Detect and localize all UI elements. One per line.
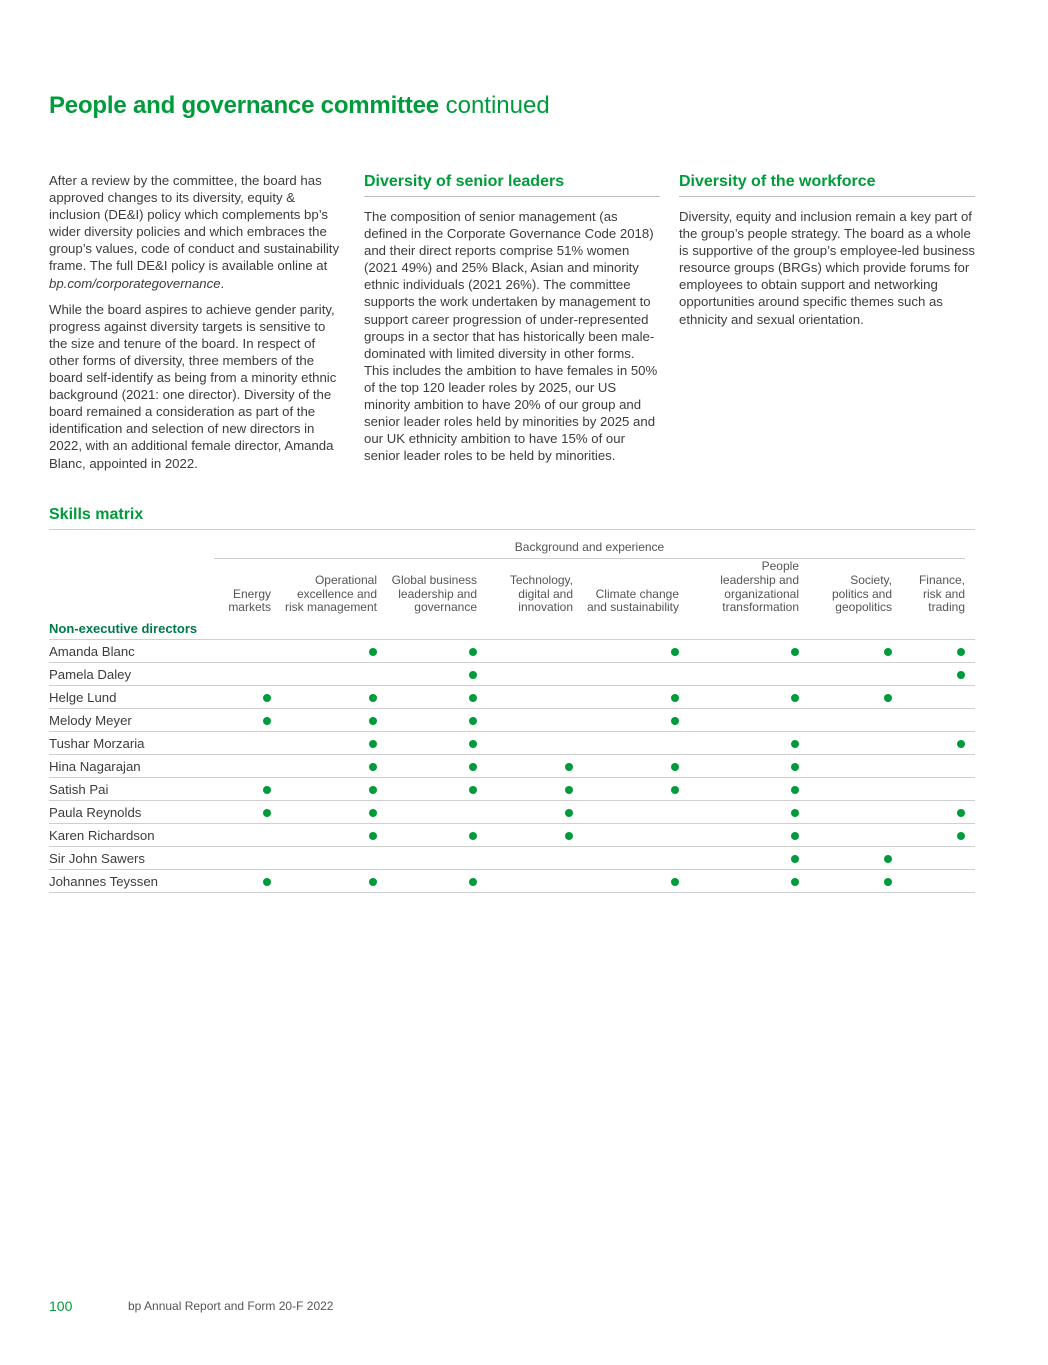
- skill-cell: [281, 824, 387, 847]
- background-experience-header: Background and experience: [214, 540, 965, 559]
- skill-cell: [487, 824, 583, 847]
- table-row: [49, 686, 975, 709]
- column-header-line: Operational: [314, 572, 377, 587]
- skill-dot-icon: [469, 694, 477, 702]
- skill-dot-icon: [369, 763, 377, 771]
- skill-cell: [214, 824, 281, 847]
- skill-cell: [487, 847, 583, 870]
- skill-cell: [902, 778, 975, 801]
- skill-cell: [809, 732, 902, 755]
- skills-matrix-heading: Skills matrix: [49, 505, 975, 530]
- skill-cell: [583, 732, 689, 755]
- skill-cell: [689, 686, 809, 709]
- skill-cell: [902, 663, 975, 686]
- director-name: Sir John Sawers: [49, 847, 214, 870]
- skill-dot-icon: [791, 740, 799, 748]
- skill-cell: [583, 824, 689, 847]
- director-name: Pamela Daley: [49, 663, 214, 686]
- skill-cell: [902, 801, 975, 824]
- skill-cell: [214, 709, 281, 732]
- skill-dot-icon: [369, 878, 377, 886]
- skill-dot-icon: [957, 832, 965, 840]
- skill-cell: [281, 663, 387, 686]
- skill-cell: [689, 778, 809, 801]
- skill-cell: [281, 732, 387, 755]
- column-header-line: Finance,: [918, 572, 965, 587]
- column-header: [387, 558, 487, 617]
- skill-cell: [214, 640, 281, 663]
- skill-dot-icon: [369, 740, 377, 748]
- skill-dot-icon: [957, 671, 965, 679]
- skill-dot-icon: [565, 763, 573, 771]
- skill-cell: [487, 709, 583, 732]
- skill-cell: [689, 870, 809, 893]
- skill-cell: [487, 801, 583, 824]
- senior-leaders-body: The composition of senior management (as defined in the Corporate Governance Code 2018) and their direct reports comprise 51% women (2021 49%) and 25% Black, Asian and minority ethnic individuals (2021 26%). The committee supports the work undertaken by management to support career progression of under-represented groups in a sector that has historically been male-dominated with limited diversity in other forms. This includes the ambition to have females in 50% of the top 120 leader roles by 2025, our US minority ambition to have 20% of our group and senior leader roles held by minorities by 2025 and our UK ethnicity ambition to have 15% of our senior leader roles to be held by minorities.: [364, 209, 658, 464]
- skill-dot-icon: [469, 878, 477, 886]
- skill-dot-icon: [884, 694, 892, 702]
- senior-leaders-column: [364, 172, 660, 473]
- skill-dot-icon: [791, 694, 799, 702]
- skill-dot-icon: [884, 648, 892, 656]
- skill-dot-icon: [791, 809, 799, 817]
- skill-cell: [809, 778, 902, 801]
- skill-cell: [809, 755, 902, 778]
- workforce-heading: Diversity of the workforce: [679, 172, 975, 197]
- director-name: Karen Richardson: [49, 824, 214, 847]
- skill-cell: [214, 778, 281, 801]
- table-row: [49, 663, 975, 686]
- skill-cell: [583, 640, 689, 663]
- column-header-line: leadership and: [720, 572, 799, 587]
- page-title-bold: People and governance committee: [49, 92, 439, 119]
- skill-cell: [583, 686, 689, 709]
- skill-cell: [902, 640, 975, 663]
- director-name: Tushar Morzaria: [49, 732, 214, 755]
- skill-dot-icon: [565, 832, 573, 840]
- skill-cell: [689, 847, 809, 870]
- table-row: [49, 755, 975, 778]
- skill-cell: [281, 778, 387, 801]
- skill-dot-icon: [263, 878, 271, 886]
- skill-dot-icon: [671, 717, 679, 725]
- skill-cell: [689, 663, 809, 686]
- column-header-line: risk and: [922, 586, 965, 601]
- skill-dot-icon: [263, 717, 271, 725]
- skill-cell: [281, 709, 387, 732]
- skill-cell: [809, 640, 902, 663]
- skill-dot-icon: [884, 855, 892, 863]
- skill-cell: [281, 755, 387, 778]
- column-header-line: transformation: [722, 600, 799, 615]
- skill-dot-icon: [369, 694, 377, 702]
- skill-cell: [809, 824, 902, 847]
- director-name: Hina Nagarajan: [49, 755, 214, 778]
- director-name: Melody Meyer: [49, 709, 214, 732]
- column-header-line: governance: [414, 600, 477, 615]
- skill-dot-icon: [791, 786, 799, 794]
- column-header: [214, 558, 281, 617]
- column-header-line: digital and: [518, 586, 573, 601]
- skill-cell: [387, 778, 487, 801]
- skill-dot-icon: [369, 717, 377, 725]
- skill-cell: [214, 801, 281, 824]
- skill-cell: [809, 801, 902, 824]
- skill-cell: [281, 870, 387, 893]
- skill-cell: [387, 755, 487, 778]
- column-header-row: [49, 558, 975, 617]
- skill-dot-icon: [263, 786, 271, 794]
- table-row: [49, 709, 975, 732]
- skill-dot-icon: [369, 648, 377, 656]
- report-title: bp Annual Report and Form 20-F 2022: [128, 1299, 334, 1313]
- skill-cell: [487, 640, 583, 663]
- skill-cell: [902, 755, 975, 778]
- skill-dot-icon: [469, 671, 477, 679]
- skill-dot-icon: [565, 786, 573, 794]
- skill-cell: [902, 847, 975, 870]
- intro-column: [49, 172, 345, 481]
- skill-cell: [809, 847, 902, 870]
- skill-cell: [387, 847, 487, 870]
- skill-cell: [281, 847, 387, 870]
- skill-dot-icon: [671, 878, 679, 886]
- category-row: [49, 617, 975, 640]
- workforce-body: Diversity, equity and inclusion remain a key part of the group’s people strategy. The board as a whole is supportive of the group’s employee-led business resource groups (BRGs) which provide forums for employees to obtain support and networking opportunities around specific themes such as ethnicity and sexual orientation.: [679, 209, 975, 327]
- skill-cell: [689, 824, 809, 847]
- skill-cell: [487, 732, 583, 755]
- skill-cell: [583, 870, 689, 893]
- skill-cell: [809, 686, 902, 709]
- skill-dot-icon: [469, 740, 477, 748]
- skill-dot-icon: [263, 809, 271, 817]
- director-name: Helge Lund: [49, 686, 214, 709]
- skill-cell: [387, 709, 487, 732]
- skill-dot-icon: [791, 855, 799, 863]
- senior-leaders-heading: Diversity of senior leaders: [364, 172, 660, 197]
- workforce-column: [679, 172, 975, 337]
- table-row: [49, 640, 975, 663]
- skill-cell: [583, 755, 689, 778]
- skill-cell: [689, 732, 809, 755]
- skill-cell: [387, 663, 487, 686]
- column-header: [809, 558, 902, 617]
- skill-cell: [583, 709, 689, 732]
- skill-dot-icon: [671, 694, 679, 702]
- skill-dot-icon: [671, 763, 679, 771]
- skill-cell: [902, 709, 975, 732]
- skill-cell: [387, 686, 487, 709]
- table-row: [49, 847, 975, 870]
- skill-cell: [583, 801, 689, 824]
- skill-dot-icon: [469, 763, 477, 771]
- skill-dot-icon: [957, 648, 965, 656]
- director-name: Paula Reynolds: [49, 801, 214, 824]
- skill-dot-icon: [884, 878, 892, 886]
- column-header: [583, 558, 689, 617]
- skill-dot-icon: [791, 648, 799, 656]
- column-header: [281, 558, 387, 617]
- table-row: [49, 778, 975, 801]
- skill-cell: [689, 709, 809, 732]
- skill-dot-icon: [469, 786, 477, 794]
- skills-matrix-table: [49, 558, 975, 893]
- skill-cell: [214, 847, 281, 870]
- skill-cell: [583, 778, 689, 801]
- skill-cell: [214, 755, 281, 778]
- skill-cell: [281, 640, 387, 663]
- column-header-line: geopolitics: [835, 600, 892, 615]
- name-column-header: [49, 558, 214, 617]
- skill-cell: [387, 824, 487, 847]
- column-header: [689, 558, 809, 617]
- skill-cell: [583, 663, 689, 686]
- column-header-line: leadership and: [398, 586, 477, 601]
- skill-cell: [689, 640, 809, 663]
- column-header-line: trading: [928, 600, 965, 615]
- intro-paragraph-2: While the board aspires to achieve gender parity, progress against diversity targets is sensitive to the size and tenure of the board. In respect of other forms of diversity, three members of the board self-identify as being from a minority ethnic background (2021: one director). Diversity of the board remained a consideration as part of the identification and selection of new directors in 2022, with an additional female director, Amanda Blanc, appointed in 2022.: [49, 301, 337, 471]
- skill-cell: [214, 663, 281, 686]
- column-header-line: markets: [228, 600, 271, 615]
- intro-paragraph-1: [49, 172, 345, 292]
- skill-cell: [902, 686, 975, 709]
- column-header-line: and sustainability: [586, 600, 679, 615]
- skill-dot-icon: [791, 832, 799, 840]
- skill-dot-icon: [369, 809, 377, 817]
- skill-cell: [583, 847, 689, 870]
- table-row: [49, 824, 975, 847]
- skill-cell: [214, 686, 281, 709]
- column-header-line: Energy: [232, 586, 271, 601]
- skill-cell: [809, 663, 902, 686]
- skill-cell: [214, 732, 281, 755]
- column-header-line: innovation: [518, 600, 573, 615]
- table-row: [49, 870, 975, 893]
- intro-p1-end: .: [220, 275, 225, 291]
- skill-cell: [387, 801, 487, 824]
- table-row: [49, 732, 975, 755]
- skill-cell: [689, 801, 809, 824]
- column-header-line: politics and: [831, 586, 892, 601]
- skill-cell: [809, 709, 902, 732]
- skill-dot-icon: [671, 648, 679, 656]
- skill-cell: [487, 870, 583, 893]
- skill-dot-icon: [469, 648, 477, 656]
- skill-cell: [902, 824, 975, 847]
- skill-dot-icon: [671, 786, 679, 794]
- skill-cell: [487, 663, 583, 686]
- skill-cell: [487, 686, 583, 709]
- skill-cell: [689, 755, 809, 778]
- column-header-line: People: [761, 559, 799, 574]
- skill-dot-icon: [369, 786, 377, 794]
- page-title-continued: continued: [445, 92, 550, 119]
- page-number: 100: [49, 1298, 73, 1314]
- column-header: [902, 558, 975, 617]
- skill-dot-icon: [369, 832, 377, 840]
- skill-cell: [281, 686, 387, 709]
- skill-cell: [487, 755, 583, 778]
- skill-dot-icon: [263, 694, 271, 702]
- skill-dot-icon: [957, 809, 965, 817]
- table-row: [49, 801, 975, 824]
- skill-cell: [809, 870, 902, 893]
- skill-cell: [387, 732, 487, 755]
- director-name: Satish Pai: [49, 778, 214, 801]
- skill-cell: [387, 640, 487, 663]
- skill-dot-icon: [791, 878, 799, 886]
- column-header: [487, 558, 583, 617]
- column-header-line: organizational: [724, 586, 799, 601]
- skill-cell: [214, 870, 281, 893]
- skill-dot-icon: [957, 740, 965, 748]
- governance-link[interactable]: bp.com/corporategovernance: [49, 275, 221, 291]
- column-header-line: Society,: [850, 572, 892, 587]
- skill-cell: [902, 870, 975, 893]
- skill-dot-icon: [565, 809, 573, 817]
- skills-matrix-body: [49, 617, 975, 893]
- category-label: Non-executive directors: [49, 617, 975, 640]
- intro-p1-text: After a review by the committee, the board has approved changes to its diversity, equity & inclusion (DE&I) policy which complements bp’s wider diversity policies and which embraces the group’s values, code of conduct and sustainability frame. The full DE&I policy is available online at: [49, 173, 340, 274]
- skill-cell: [281, 801, 387, 824]
- column-header-line: risk management: [284, 600, 377, 615]
- director-name: Amanda Blanc: [49, 640, 214, 663]
- page-title: [49, 90, 550, 122]
- column-header-line: Global business: [391, 572, 477, 587]
- skill-cell: [387, 870, 487, 893]
- column-header-line: Climate change: [595, 586, 679, 601]
- director-name: Johannes Teyssen: [49, 870, 214, 893]
- skill-cell: [487, 778, 583, 801]
- skill-cell: [902, 732, 975, 755]
- column-header-line: Technology,: [509, 572, 573, 587]
- skill-dot-icon: [469, 717, 477, 725]
- skill-dot-icon: [791, 763, 799, 771]
- column-header-line: excellence and: [296, 586, 377, 601]
- skill-dot-icon: [469, 832, 477, 840]
